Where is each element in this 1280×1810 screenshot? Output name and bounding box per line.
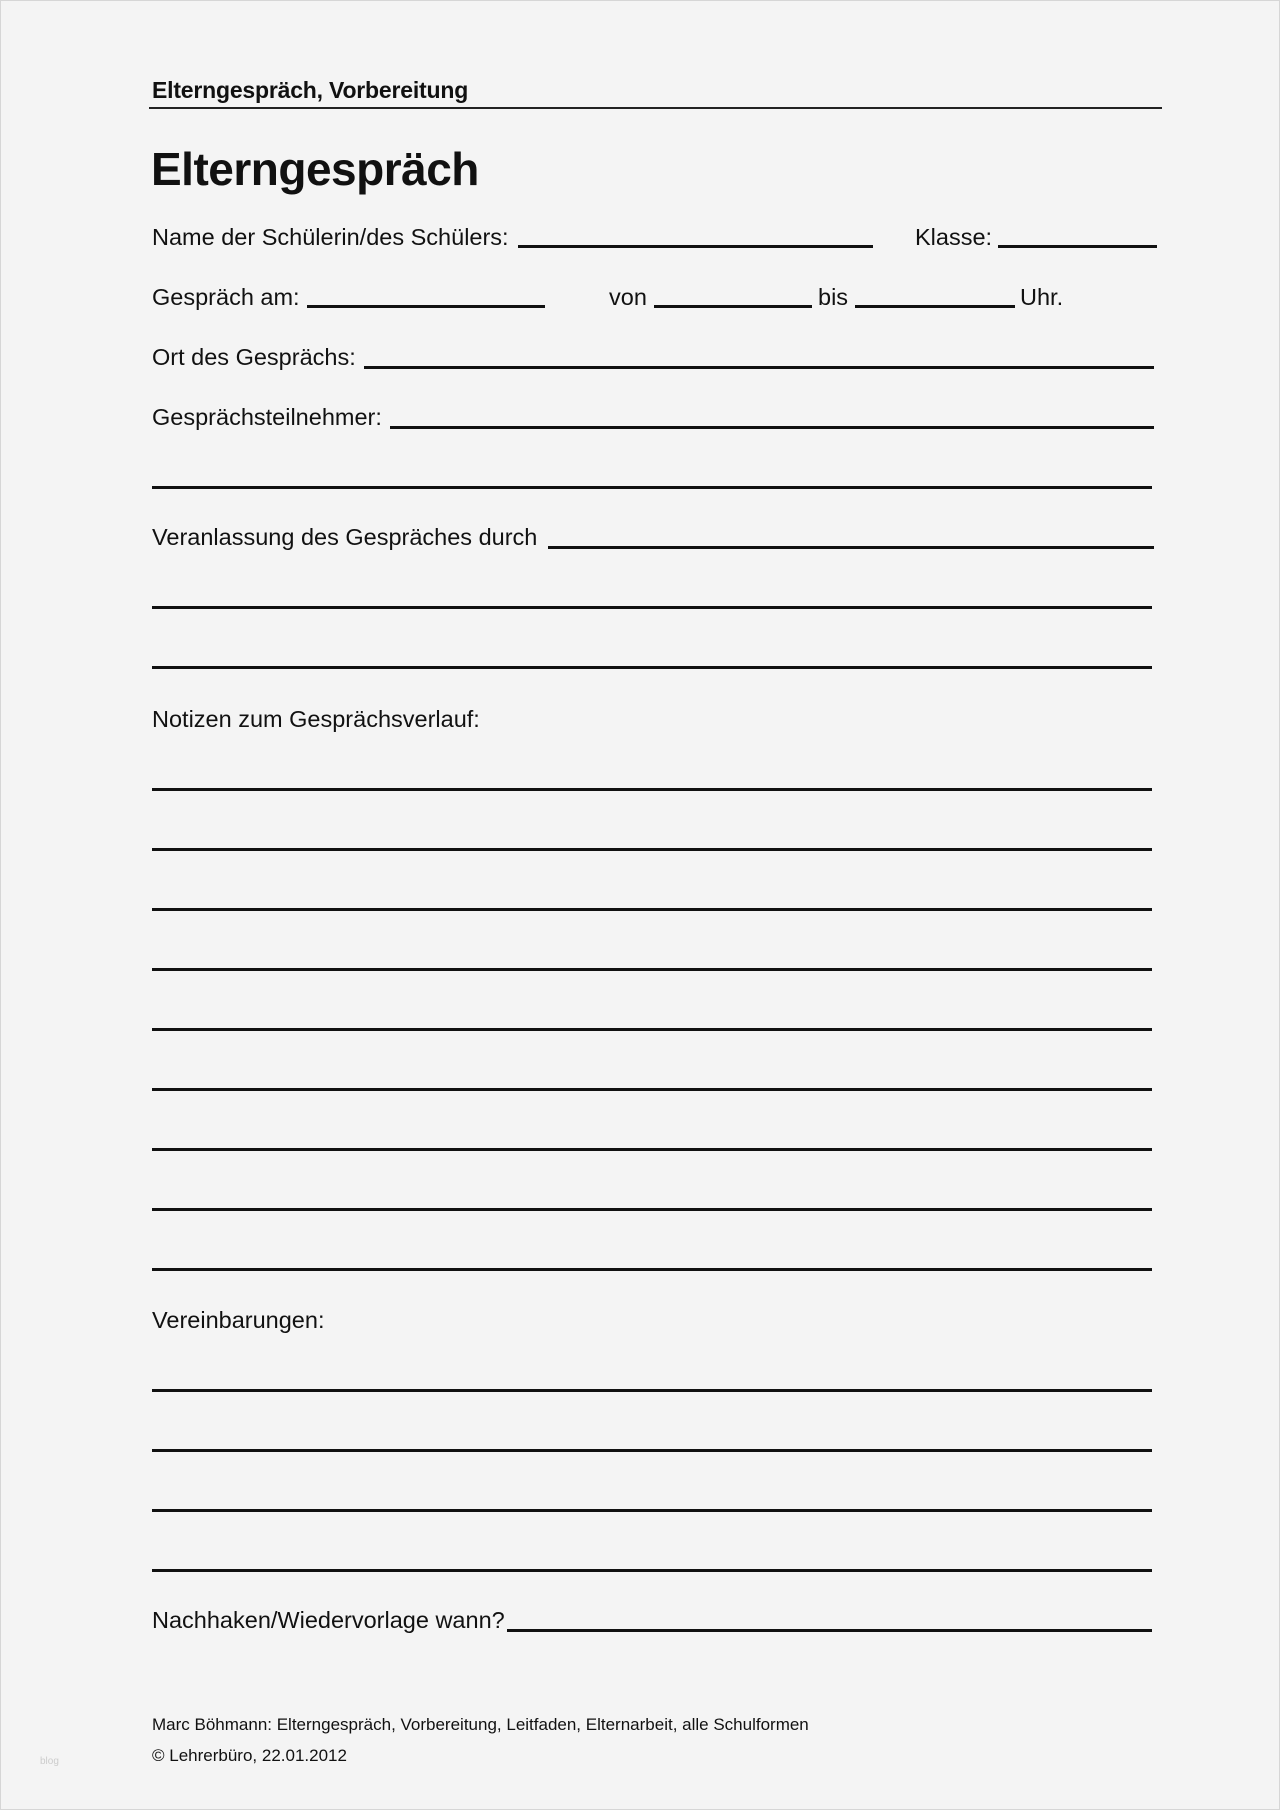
followup-label: Nachhaken/Wiedervorlage wann? bbox=[152, 1607, 505, 1633]
followup-field[interactable] bbox=[507, 1629, 1152, 1632]
notes-line[interactable] bbox=[152, 1268, 1152, 1271]
agreements-line[interactable] bbox=[152, 1509, 1152, 1512]
location-label: Ort des Gesprächs: bbox=[152, 344, 356, 370]
location-field[interactable] bbox=[364, 366, 1154, 369]
participants-field[interactable] bbox=[390, 426, 1154, 429]
footer-author: Marc Böhmann: Elterngespräch, Vorbereitung, Leitfaden, Elternarbeit, alle Schulformen bbox=[152, 1715, 809, 1734]
class-field[interactable] bbox=[998, 245, 1157, 248]
student-name-label: Name der Schülerin/des Schülers: bbox=[152, 224, 509, 250]
notes-line[interactable] bbox=[152, 968, 1152, 971]
agreements-line[interactable] bbox=[152, 1569, 1152, 1572]
agreements-line[interactable] bbox=[152, 1449, 1152, 1452]
notes-line[interactable] bbox=[152, 848, 1152, 851]
participants-field-line-2[interactable] bbox=[152, 486, 1152, 489]
participants-label: Gesprächsteilnehmer: bbox=[152, 404, 382, 430]
watermark: blog bbox=[40, 1756, 59, 1767]
header-rule bbox=[149, 107, 1162, 109]
to-label: bis bbox=[818, 284, 849, 310]
notes-line[interactable] bbox=[152, 788, 1152, 791]
cause-field[interactable] bbox=[548, 546, 1154, 549]
agreements-label: Vereinbarungen: bbox=[152, 1307, 325, 1333]
cause-label: Veranlassung des Gespräches durch bbox=[152, 524, 538, 550]
notes-line[interactable] bbox=[152, 1088, 1152, 1091]
notes-line[interactable] bbox=[152, 1208, 1152, 1211]
notes-line[interactable] bbox=[152, 1028, 1152, 1031]
date-field[interactable] bbox=[307, 305, 545, 308]
document-title: Elterngespräch bbox=[151, 143, 479, 195]
from-label: von bbox=[609, 284, 647, 310]
date-label: Gespräch am: bbox=[152, 284, 300, 310]
footer-copyright: © Lehrerbüro, 22.01.2012 bbox=[152, 1746, 347, 1765]
agreements-line[interactable] bbox=[152, 1389, 1152, 1392]
time-to-field[interactable] bbox=[855, 305, 1015, 308]
time-suffix: Uhr. bbox=[1020, 284, 1064, 310]
notes-line[interactable] bbox=[152, 1148, 1152, 1151]
notes-line[interactable] bbox=[152, 908, 1152, 911]
cause-field-line-2[interactable] bbox=[152, 606, 1152, 609]
notes-label: Notizen zum Gesprächsverlauf: bbox=[152, 706, 480, 732]
time-from-field[interactable] bbox=[654, 305, 812, 308]
class-label: Klasse: bbox=[915, 224, 993, 250]
cause-field-line-3[interactable] bbox=[152, 666, 1152, 669]
running-header: Elterngespräch, Vorbereitung bbox=[152, 77, 469, 103]
student-name-field[interactable] bbox=[518, 245, 873, 248]
